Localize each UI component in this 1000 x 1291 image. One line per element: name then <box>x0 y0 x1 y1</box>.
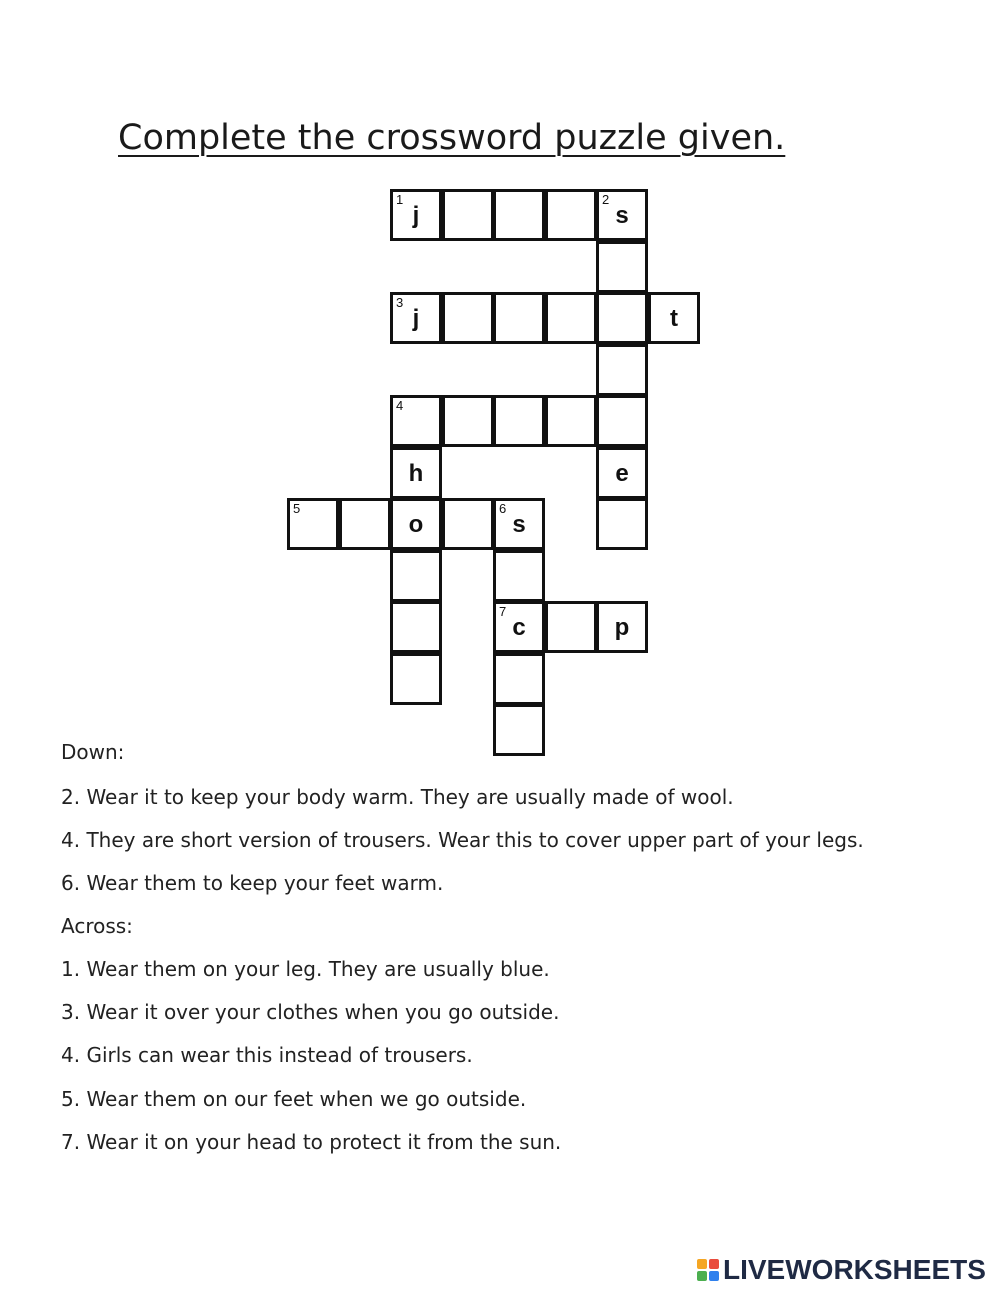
crossword-cell[interactable] <box>596 344 648 396</box>
crossword-cell[interactable] <box>648 292 700 344</box>
crossword-cell[interactable] <box>596 241 648 293</box>
logo-square <box>697 1259 707 1269</box>
crossword-cell[interactable] <box>493 704 545 756</box>
crossword-cell[interactable] <box>390 189 442 241</box>
crossword-cell[interactable] <box>442 189 494 241</box>
clue-number: 6 <box>499 501 507 516</box>
logo-square <box>709 1259 719 1269</box>
crossword-cell[interactable] <box>390 395 442 447</box>
down-clue-2: 2. Wear it to keep your body warm. They are usually made of wool. <box>61 785 734 809</box>
crossword-cell[interactable] <box>545 189 597 241</box>
given-letter: s <box>512 511 526 538</box>
crossword-cell[interactable] <box>390 653 442 705</box>
crossword-cell[interactable] <box>596 498 648 550</box>
across-clue-7: 7. Wear it on your head to protect it from the sun. <box>61 1130 562 1154</box>
across-clue-3: 3. Wear it over your clothes when you go outside. <box>61 1000 560 1024</box>
crossword-cell[interactable] <box>596 189 648 241</box>
down-clue-4: 4. They are short version of trousers. Wear this to cover upper part of your legs. <box>61 828 864 852</box>
down-heading: Down: <box>61 740 125 764</box>
crossword-cell[interactable] <box>287 498 339 550</box>
clue-number: 7 <box>499 604 507 619</box>
logo-square <box>709 1271 719 1281</box>
crossword-cell[interactable] <box>545 395 597 447</box>
given-letter: c <box>512 614 526 641</box>
crossword-cell[interactable] <box>390 292 442 344</box>
logo-text: LIVEWORKSHEETS <box>723 1254 986 1285</box>
crossword-cell[interactable] <box>493 601 545 653</box>
given-letter: h <box>408 460 424 487</box>
across-clue-1: 1. Wear them on your leg. They are usually blue. <box>61 957 550 981</box>
crossword-cell[interactable] <box>545 601 597 653</box>
clue-number: 5 <box>293 501 301 516</box>
worksheet-title: Complete the crossword puzzle given. <box>118 118 786 158</box>
crossword-cell[interactable] <box>596 447 648 499</box>
crossword-cell[interactable] <box>596 395 648 447</box>
down-clue-6: 6. Wear them to keep your feet warm. <box>61 871 444 895</box>
clue-number: 2 <box>602 192 610 207</box>
clue-number: 3 <box>396 295 404 310</box>
crossword-cell[interactable] <box>442 498 494 550</box>
crossword-cell[interactable] <box>493 395 545 447</box>
crossword-cell[interactable] <box>390 498 442 550</box>
given-letter: t <box>670 305 678 332</box>
across-clue-4: 4. Girls can wear this instead of trousers. <box>61 1043 473 1067</box>
crossword-cell[interactable] <box>493 498 545 550</box>
across-heading: Across: <box>61 914 133 938</box>
given-letter: s <box>615 202 629 229</box>
logo-square <box>697 1271 707 1281</box>
crossword-cell[interactable] <box>493 653 545 705</box>
given-letter: p <box>614 614 630 641</box>
given-letter: o <box>408 511 424 538</box>
crossword-cell[interactable] <box>442 292 494 344</box>
crossword-cell[interactable] <box>390 447 442 499</box>
given-letter: j <box>412 305 420 332</box>
given-letter: j <box>412 202 420 229</box>
clue-number: 4 <box>396 398 404 413</box>
across-clue-5: 5. Wear them on our feet when we go outside. <box>61 1087 527 1111</box>
crossword-cell[interactable] <box>493 550 545 602</box>
crossword-cell[interactable] <box>442 395 494 447</box>
crossword-cell[interactable] <box>493 189 545 241</box>
crossword-cell[interactable] <box>545 292 597 344</box>
crossword-cell[interactable] <box>390 550 442 602</box>
crossword-cell[interactable] <box>390 601 442 653</box>
clue-number: 1 <box>396 192 404 207</box>
crossword-cell[interactable] <box>339 498 391 550</box>
crossword-cell[interactable] <box>596 601 648 653</box>
logo-icon <box>697 1259 719 1281</box>
crossword-cell[interactable] <box>493 292 545 344</box>
liveworksheets-logo <box>697 1255 986 1285</box>
given-letter: e <box>615 460 629 487</box>
crossword-cell[interactable] <box>596 292 648 344</box>
